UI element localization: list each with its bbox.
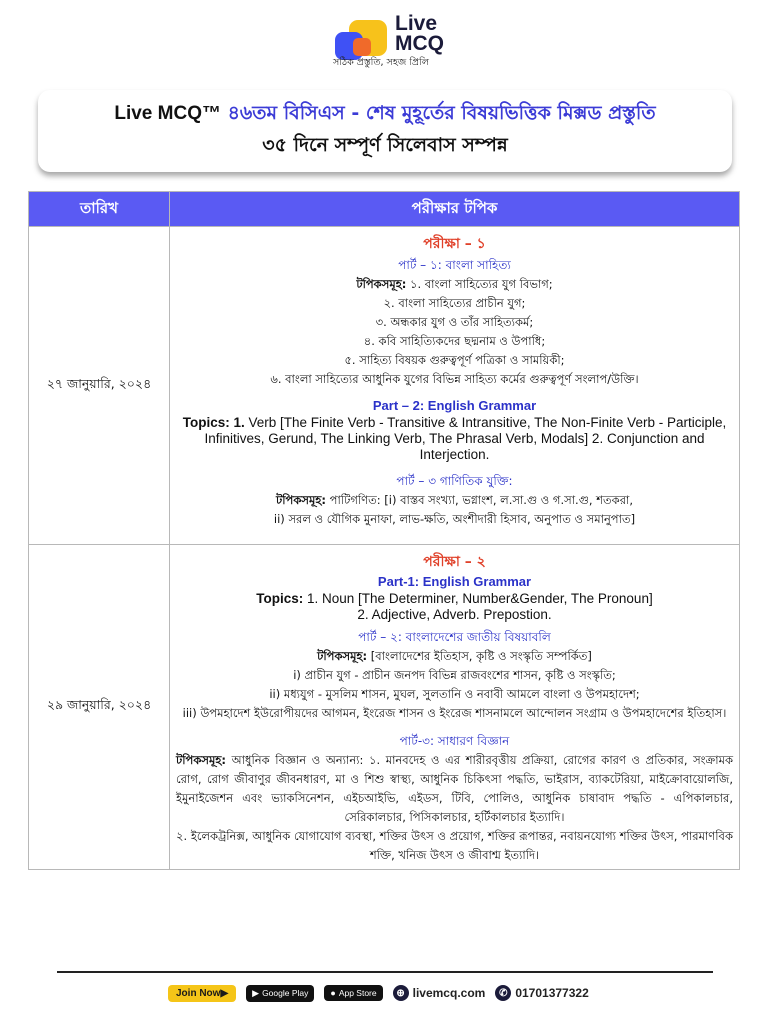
logo-line2: MCQ: [395, 32, 444, 55]
app-store-badge[interactable]: [324, 985, 382, 1001]
topics-label: Topics:: [256, 591, 304, 606]
date-cell: ২৯ জানুয়ারি, ২০২৪: [29, 545, 170, 870]
topic-item: iii) উপমহাদেশ ইউরোপীয়দের আগমন, ইংরেজ শাসন ও ইংরেজ শাসনামলে আন্দোলন সংগ্রাম ও উপমহাদেশের ইতিহাস।: [182, 706, 727, 720]
phone-contact[interactable]: [495, 985, 588, 1001]
join-now-button[interactable]: Join Now▶: [168, 985, 236, 1002]
app-store-label: App Store: [338, 988, 377, 998]
topic-item: i) প্রাচীন যুগ - প্রাচীন জনপদ বিভিন্ন রাজবংশের শাসন, কৃষ্টি ও সংস্কৃতি;: [293, 668, 616, 682]
topic-paragraph: [176, 751, 733, 827]
phone-icon: ✆: [495, 985, 511, 1001]
topic-cell: [170, 227, 740, 545]
topic-item: ২. বাংলা সাহিত্যের প্রাচীন যুগ;: [383, 296, 526, 310]
topic-item: ৪. কবি সাহিত্যিকদের ছদ্মনাম ও উপাধি;: [363, 334, 546, 348]
google-play-badge[interactable]: [246, 985, 314, 1002]
topic-item: 1. Noun [The Determiner, Number&Gender, The Pronoun]: [303, 591, 653, 606]
topic-item: ৩. অন্ধকার যুগ ও তাঁর সাহিত্যকর্ম;: [375, 315, 534, 329]
title-box: [38, 90, 732, 172]
topic-item: [বাংলাদেশের ইতিহাস, কৃষ্টি ও সংস্কৃতি সম্পর্কিত]: [367, 649, 592, 663]
topic-cell: [170, 545, 740, 870]
header-topic: পরীক্ষার টপিক: [170, 192, 740, 227]
topic-item: পাটিগণিত: [i) বাস্তব সংখ্যা, ভগ্নাংশ, ল.সা.গু ও গ.সা.গু, শতকরা,: [326, 493, 634, 507]
topic-line: [176, 591, 733, 607]
topic-item: ii) সরল ও যৌগিক মুনাফা, লাভ-ক্ষতি, অংশীদারী হিসাব, অনুপাত ও সমানুপাত]: [273, 512, 636, 526]
part-title: Part – 2: English Grammar: [372, 398, 537, 413]
schedule-table: [28, 191, 740, 870]
exam-title: পরীক্ষা – ১: [423, 236, 486, 252]
table-row: [29, 545, 740, 870]
table-header-row: [29, 192, 740, 227]
topic-paragraph: ২. ইলেকট্রনিক্স, আধুনিক যোগাযোগ ব্যবস্থা, শক্তির উৎস ও প্রয়োগ, শক্তির রূপান্তর, নবায়নযোগ্য শক্তির উৎস, পারমাণবিক শক্তি, খনিজ উৎস ও জীবাশ্ম ইত্যাদি।: [176, 829, 733, 862]
topic-line: [176, 491, 733, 510]
topic-item: 2. Adjective, Adverb. Prepostion.: [357, 607, 552, 622]
apple-icon: ●: [330, 988, 336, 998]
topics-label: টপিকসমূহ:: [275, 493, 326, 507]
topics-label: টপিকসমূহ:: [317, 649, 368, 663]
topic-paragraph: [176, 415, 733, 463]
globe-icon: ⊕: [393, 985, 409, 1001]
topic-line: [176, 275, 733, 294]
phone-label: 01701377322: [515, 986, 589, 1000]
title-subtitle: ৩৫ দিনে সম্পূর্ণ সিলেবাস সম্পন্ন: [262, 134, 508, 156]
part-title: পার্ট-৩: সাধারণ বিজ্ঞান: [399, 734, 510, 748]
topic-item: ii) মধ্যযুগ - মুসলিম শাসন, মুঘল, সুলতানি ও নবাবী আমলে বাংলা ও উপমহাদেশ;: [269, 687, 640, 701]
table-row: [29, 227, 740, 545]
footer-divider: [57, 971, 713, 973]
title-line1: [38, 100, 732, 127]
logo-text: [395, 14, 444, 54]
date-cell: ২৭ জানুয়ারি, ২০২৪: [29, 227, 170, 545]
website-link[interactable]: [393, 985, 486, 1001]
part-title: পার্ট – ২: বাংলাদেশের জাতীয় বিষয়াবলি: [358, 630, 551, 644]
play-store-icon: ▶: [252, 987, 260, 998]
google-play-label: Google Play: [262, 988, 309, 998]
footer: [168, 982, 589, 1004]
header-date: তারিখ: [29, 192, 170, 227]
part-title: Part-1: English Grammar: [377, 574, 532, 589]
topic-item: ১. বাংলা সাহিত্যের যুগ বিভাগ;: [406, 277, 553, 291]
part-title: পার্ট – ১: বাংলা সাহিত্য: [398, 258, 511, 272]
topic-text: আধুনিক বিজ্ঞান ও অন্যান্য: ১. মানবদেহ ও এর শারীরবৃত্তীয় প্রক্রিয়া, রোগের কারণ ও প্রতিকার, সংক্রামক রোগ, রোগ জীবাণুর জীবনধারণ, মা ও শিশু স্বাস্থ্য, আধুনিক চিকিৎসা পদ্ধতি, ভাইরাস, ব্যাকটেরিয়া, মাইক্রোবায়োলজি, ইমুনাইজেশন এবং ভ্যাকসিনেশন, এইচআইভি, এইডস, টিবি, পোলিও, আধুনিক চাষাবাদ পদ্ধতি - এপিকালচার, সেরিকালচার, পিসিকালচার, হর্টিকালচার ইত্যাদি।: [176, 753, 733, 824]
exam-title: পরীক্ষা – ২: [423, 554, 486, 570]
logo-line1: Live: [395, 12, 438, 35]
topic-text: Verb [The Finite Verb - Transitive & Intransitive, The Non-Finite Verb - Participle, Infinitives, Gerund, The Linking Verb, The Phrasal Verb, Modals] 2. Conjunction and Interjection.: [204, 415, 727, 462]
topic-item: ৫. সাহিত্য বিষয়ক গুরুত্বপূর্ণ পত্রিকা ও সাময়িকী;: [344, 353, 565, 367]
topic-line: [176, 647, 733, 666]
title-brand: Live MCQ™: [114, 103, 221, 124]
title-main: ৪৬তম বিসিএস - শেষ মুহূর্তের বিষয়ভিত্তিক মিক্সড প্রস্তুতি: [227, 102, 656, 124]
part-title: পার্ট – ৩ গাণিতিক যুক্তি:: [396, 474, 513, 488]
tagline: সঠিক প্রস্তুতি, সহজ প্রিলি: [333, 57, 429, 68]
topics-label: টপিকসমূহ:: [176, 753, 227, 767]
topic-item: ৬. বাংলা সাহিত্যের আধুনিক যুগের বিভিন্ন সাহিত্য কর্মের গুরুত্বপূর্ণ সংলাপ/উক্তি।: [270, 372, 639, 386]
topics-label: Topics: 1.: [182, 415, 245, 430]
website-label: livemcq.com: [412, 986, 486, 1000]
topics-label: টপিকসমূহ:: [356, 277, 407, 291]
